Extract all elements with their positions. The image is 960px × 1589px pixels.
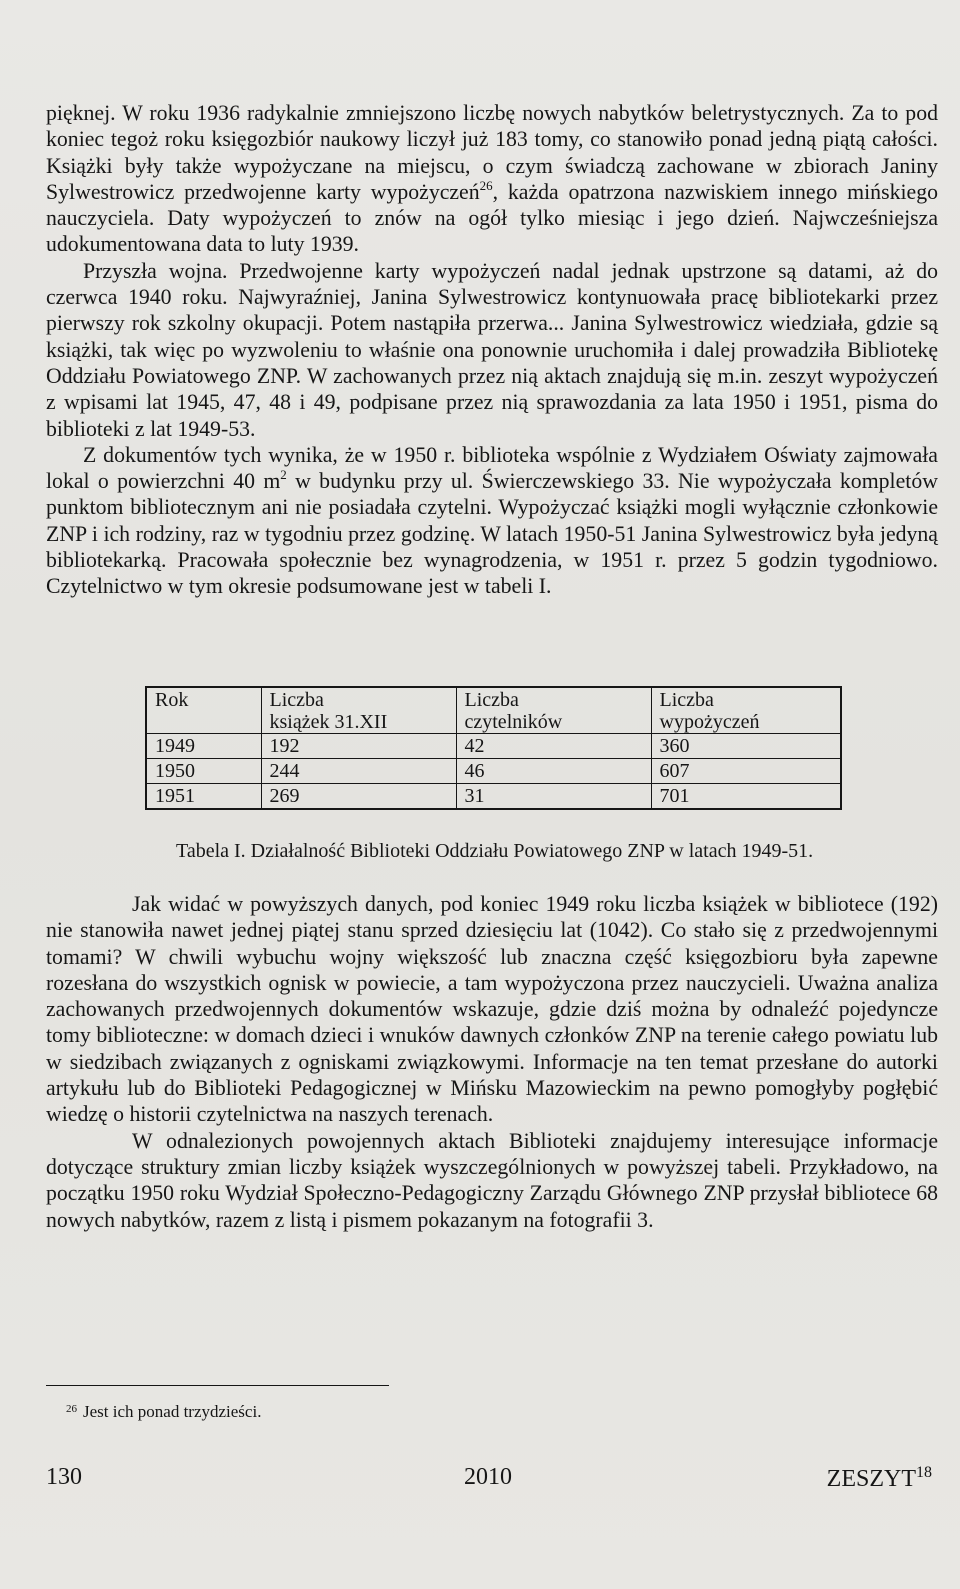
table-header-row <box>146 687 841 734</box>
header-line: czytelników <box>464 711 563 733</box>
page-number: 130 <box>46 1464 82 1490</box>
paragraph-1-tail: , każda opatrzona nazwiskiem innego mińskiego nauczyciela. Daty wypożyczeń to znów na ogół tylko miesiąc i jego dzień. Najwcześniejsza udokumentowana data to luty 1939. <box>46 179 938 257</box>
paragraph-5: W odnalezionych powojennych aktach Biblioteki znajdujemy interesujące informacje dotyczące struktury zmian liczby książek wyszczególnionych w powyższej tabeli. Przykładowo, na początku 1950 roku Wydział Społeczno-Pedagogiczny Zarządu Głównego ZNP przysłał bibliotece 68 nowych nabytków, razem z listą i pismem pokazanym na fotografii 3. <box>46 1128 938 1232</box>
table-caption: Tabela I. Działalność Biblioteki Oddziału Powiatowego ZNP w latach 1949-51. <box>176 840 814 862</box>
header-line: wypożyczeń <box>659 711 760 733</box>
header-line: Liczba <box>464 689 519 711</box>
header-line: Rok <box>155 689 189 711</box>
library-activity-table <box>145 686 842 810</box>
header-line: Liczba <box>659 689 714 711</box>
header-line: Liczba <box>269 689 324 711</box>
table-cell: 31 <box>456 784 651 810</box>
table-cell: 1949 <box>146 734 261 759</box>
table-cell: 192 <box>261 734 456 759</box>
paragraph-3 <box>46 442 938 600</box>
body-text-bottom <box>46 891 938 1233</box>
paragraph-1-text: pięknej. W roku 1936 radykalnie zmniejszono liczbę nowych nabytków beletrystycznych. Za to pod koniec tegoż roku księgozbiór naukowy liczył już 183 tomy, co stanowiło ponad jedną piątą całości. Książki były także wypożyczane na miejscu, o czym świadczą zachowane w zbiorach Janiny Sylwestrowicz przedwojenne karty wypożyczeń <box>46 101 938 204</box>
table-cell: 46 <box>456 759 651 784</box>
table-header-cell <box>261 687 456 734</box>
table-cell: 1951 <box>146 784 261 810</box>
footnote <box>66 1402 261 1422</box>
table-row <box>146 784 841 810</box>
footnote-number: 26 <box>66 1403 77 1415</box>
issue-label-text: ZESZYT <box>826 1466 916 1492</box>
table-row <box>146 759 841 784</box>
table-row <box>146 734 841 759</box>
square-meter-superscript: 2 <box>280 467 287 483</box>
paragraph-3-text: Z dokumentów tych wynika, że w 1950 r. biblioteka wspólnie z Wydziałem Oświaty zajmowała lokal o powierzchni 40 m <box>46 442 938 494</box>
paragraph-2: Przyszła wojna. Przedwojenne karty wypożyczeń nadal jednak upstrzone są datami, aż do czerwca 1940 roku. Najwyraźniej, Janina Sylwestrowicz kontynuowała pracę bibliotekarki przez pierwszy rok szkolny okupacji. Potem nastąpiła przerwa... Janina Sylwestrowicz wiedziała, gdzie są książki, tak więc po wyzwoleniu to właśnie ona ponownie uruchomiła i dalej prowadziła Bibliotekę Oddziału Powiatowego ZNP. W zachowanych przez nią aktach znajdują się m.in. zeszyt wypożyczeń z wpisami lat 1945, 47, 48 i 49, podpisane przez nią sprawozdania za lata 1950 i 1951, pisma do biblioteki z lat 1949-53. <box>46 258 938 441</box>
table-header-cell <box>651 687 841 734</box>
table-header-cell <box>146 687 261 734</box>
table-container <box>145 686 842 810</box>
paragraph-1 <box>46 100 938 258</box>
issue-label <box>827 1464 932 1493</box>
table-cell: 701 <box>651 784 841 810</box>
paragraph-4: Jak widać w powyższych danych, pod koniec 1949 roku liczba książek w bibliotece (192) nie stanowiła nawet jednej piątej stanu sprzed dziesięciu lat (1042). Co stało się z przedwojennymi tomami? W chwili wybuchu wojny większość lub znaczna część księgozbioru była zapewne rozesłana do wszystkich ognisk w powiecie, a tam wypożyczona przez nauczycieli. Uważna analiza zachowanych przedwojennych dokumentów wskazuje, gdzie dziś można by odnaleźć pojedyncze tomy biblioteczne: w domach dzieci i wnuków dawnych członków ZNP na terenie całego powiatu lub w siedzibach związanych z ogniskami związkowymi. Informacje na ten temat przesłane do autorki artykułu lub do Biblioteki Pedagogicznej w Mińsku Mazowieckim na pewno pomogłyby pogłębić wiedzę o historii czytelnictwa na naszych terenach. <box>46 892 938 1127</box>
header-line: książek 31.XII <box>269 711 388 733</box>
table-cell: 244 <box>261 759 456 784</box>
paragraph-3-tail: w budynku przy ul. Świerczewskiego 33. Nie wypożyczała kompletów punktom bibliotecznym ani nie posiadała czytelni. Wypożyczać książki mogli wyłącznie członkowie ZNP i ich rodziny, raz w tygodniu przez godzinę. W latach 1950-51 Janina Sylwestrowicz była jedyną bibliotekarką. Pracowała społecznie bez wynagrodzenia, w 1951 r. przez 5 godzin tygodniowo. Czytelnictwo w tym okresie podsumowane jest w tabeli I. <box>46 469 938 599</box>
table-header-cell <box>456 687 651 734</box>
table-cell: 607 <box>651 759 841 784</box>
footnote-reference: 26 <box>479 177 493 193</box>
body-text-top <box>46 100 938 600</box>
footer-year: 2010 <box>464 1464 512 1490</box>
footnote-text: Jest ich ponad trzydzieści. <box>83 1402 262 1421</box>
table-cell: 42 <box>456 734 651 759</box>
issue-number: 18 <box>916 1464 932 1481</box>
table-cell: 1950 <box>146 759 261 784</box>
table-cell: 269 <box>261 784 456 810</box>
table-cell: 360 <box>651 734 841 759</box>
footnote-divider <box>46 1385 389 1386</box>
